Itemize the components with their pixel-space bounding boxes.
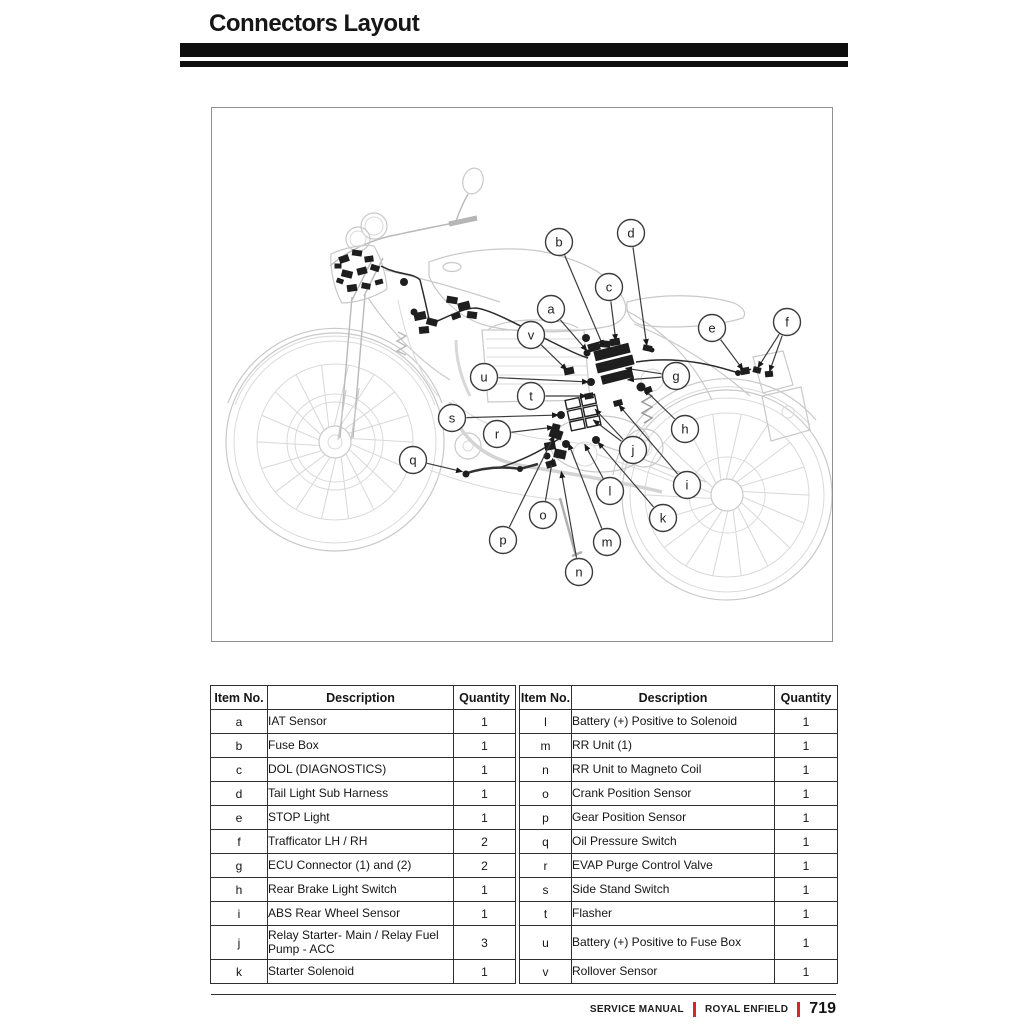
callout-letter: j — [631, 442, 635, 458]
title-underline-bar-thick — [180, 43, 848, 57]
ecu-connector-cluster — [582, 334, 655, 385]
connectors-diagram — [212, 108, 832, 641]
callout-letter: r — [494, 426, 500, 442]
footer-rule — [211, 994, 836, 995]
rear-wheel — [622, 390, 832, 600]
quantity-cell: 1 — [454, 734, 516, 758]
wheel-spokes — [645, 414, 809, 576]
description-cell: DOL (DIAGNOSTICS) — [268, 758, 454, 782]
callout-letter: c — [605, 279, 613, 295]
callout-n — [561, 471, 592, 585]
front-fender — [228, 328, 442, 403]
quantity-cell: 1 — [775, 960, 838, 984]
mirror-stem — [456, 194, 468, 221]
table-row — [520, 830, 838, 854]
callout-letter: u — [480, 369, 488, 385]
description-cell: Rollover Sensor — [572, 960, 775, 984]
callout-leader-line — [633, 247, 647, 345]
table-row — [211, 758, 516, 782]
description-cell: RR Unit to Magneto Coil — [572, 758, 775, 782]
item-no-cell: k — [211, 960, 268, 984]
description-cell: Flasher — [572, 902, 775, 926]
item-no-cell: e — [211, 806, 268, 830]
column-header-description: Description — [268, 686, 454, 710]
table-row — [211, 734, 516, 758]
callout-letter: p — [499, 532, 507, 548]
description-cell: Starter Solenoid — [268, 960, 454, 984]
item-no-cell: p — [520, 806, 572, 830]
description-cell: ABS Rear Wheel Sensor — [268, 902, 454, 926]
description-cell: STOP Light — [268, 806, 454, 830]
callout-letter: v — [527, 327, 535, 343]
description-cell: Gear Position Sensor — [572, 806, 775, 830]
column-header-item-no-: Item No. — [211, 686, 268, 710]
table-row — [520, 960, 838, 984]
column-header-item-no-: Item No. — [520, 686, 572, 710]
rear-shock-spring — [642, 392, 652, 423]
wheel-spokes — [257, 365, 413, 519]
table-row — [520, 710, 838, 734]
table-row — [211, 878, 516, 902]
quantity-cell: 1 — [775, 830, 838, 854]
quantity-cell: 1 — [775, 758, 838, 782]
callout-letter: q — [409, 452, 417, 468]
table-row — [211, 806, 516, 830]
quantity-cell: 1 — [775, 854, 838, 878]
item-no-cell: f — [211, 830, 268, 854]
description-cell: Side Stand Switch — [572, 878, 775, 902]
item-no-cell: q — [520, 830, 572, 854]
callout-leader-line — [511, 427, 553, 432]
mirror — [460, 166, 486, 196]
column-header-description: Description — [572, 686, 775, 710]
callout-leader-line — [758, 334, 779, 368]
description-cell: Trafficator LH / RH — [268, 830, 454, 854]
callout-q — [400, 447, 463, 474]
item-no-cell: s — [520, 878, 572, 902]
table-row — [211, 782, 516, 806]
description-cell: RR Unit (1) — [572, 734, 775, 758]
callout-letter: k — [659, 510, 667, 526]
description-cell: ECU Connector (1) and (2) — [268, 854, 454, 878]
callout-letter: s — [448, 410, 456, 426]
quantity-cell: 1 — [454, 902, 516, 926]
quantity-cell: 1 — [775, 806, 838, 830]
item-no-cell: j — [211, 926, 268, 960]
table-row — [211, 926, 516, 960]
description-cell: Battery (+) Positive to Solenoid — [572, 710, 775, 734]
quantity-cell: 3 — [454, 926, 516, 960]
description-cell: EVAP Purge Control Valve — [572, 854, 775, 878]
quantity-cell: 2 — [454, 830, 516, 854]
item-no-cell: a — [211, 710, 268, 734]
quantity-cell: 1 — [775, 878, 838, 902]
front-wheel — [226, 333, 444, 551]
callout-g — [625, 363, 689, 390]
footer-separator — [797, 1002, 800, 1017]
callout-letter: n — [575, 564, 583, 580]
callout-letter: h — [681, 421, 689, 437]
callout-letter: a — [547, 301, 555, 317]
description-cell: Fuse Box — [268, 734, 454, 758]
quantity-cell: 1 — [775, 902, 838, 926]
column-header-quantity: Quantity — [775, 686, 838, 710]
quantity-cell: 1 — [454, 806, 516, 830]
rear-connector-cluster — [735, 366, 773, 377]
description-cell: Tail Light Sub Harness — [268, 782, 454, 806]
callout-letter: m — [601, 534, 613, 550]
callout-letter: d — [627, 225, 635, 241]
mid-connector-cluster — [411, 296, 478, 334]
item-no-cell: d — [211, 782, 268, 806]
callout-letter: e — [708, 320, 716, 336]
item-no-cell: i — [211, 902, 268, 926]
quantity-cell: 1 — [454, 782, 516, 806]
connector-table-right — [519, 685, 838, 984]
title-underline-bar-thin — [180, 61, 848, 67]
table-row — [520, 758, 838, 782]
callout-letter: i — [685, 477, 689, 493]
item-no-cell: u — [520, 926, 572, 960]
description-cell: Rear Brake Light Switch — [268, 878, 454, 902]
callout-letter: t — [529, 388, 533, 404]
quantity-cell: 1 — [454, 758, 516, 782]
quantity-cell: 1 — [454, 960, 516, 984]
footer-doc-label: SERVICE MANUAL — [589, 1003, 684, 1015]
item-no-cell: t — [520, 902, 572, 926]
item-no-cell: m — [520, 734, 572, 758]
table-row — [520, 878, 838, 902]
tank-cap — [443, 263, 461, 272]
connector-table-left — [210, 685, 516, 984]
table-row — [520, 734, 838, 758]
callout-letter: g — [672, 368, 680, 384]
quantity-cell: 1 — [454, 710, 516, 734]
callout-leader-line — [721, 340, 743, 370]
page-number: 719 — [809, 1000, 836, 1017]
description-cell: Relay Starter- Main / Relay Fuel Pump - ACC — [268, 926, 454, 960]
callout-leader-line — [585, 444, 603, 478]
table-row — [211, 830, 516, 854]
table-row — [211, 710, 516, 734]
item-no-cell: l — [520, 710, 572, 734]
description-cell: Crank Position Sensor — [572, 782, 775, 806]
callout-letter: b — [555, 234, 563, 250]
description-cell: Oil Pressure Switch — [572, 830, 775, 854]
seat — [627, 296, 745, 327]
quantity-cell: 1 — [454, 878, 516, 902]
quantity-cell: 1 — [775, 782, 838, 806]
callout-letter: o — [539, 507, 547, 523]
exhaust-header — [456, 340, 470, 396]
quantity-cell: 1 — [775, 926, 838, 960]
callout-letter: f — [785, 314, 789, 330]
callout-letter: l — [608, 483, 612, 499]
footer — [590, 999, 836, 1019]
item-no-cell: b — [211, 734, 268, 758]
callout-leader-line — [498, 378, 588, 382]
headlamp-connector-cluster — [335, 249, 409, 292]
footer-brand: ROYAL ENFIELD — [704, 1003, 789, 1015]
table-row — [520, 926, 838, 960]
table-row — [211, 902, 516, 926]
quantity-cell: 1 — [775, 734, 838, 758]
callout-f — [758, 309, 801, 372]
description-cell: Battery (+) Positive to Fuse Box — [572, 926, 775, 960]
callout-c — [596, 274, 623, 341]
hand-grip — [449, 218, 477, 224]
column-header-quantity: Quantity — [454, 686, 516, 710]
table-row — [520, 902, 838, 926]
connectors-diagram-frame — [211, 107, 833, 642]
callout-l — [585, 444, 624, 504]
table-row — [520, 806, 838, 830]
callout-leader-line — [466, 415, 558, 418]
item-no-cell: h — [211, 878, 268, 902]
item-no-cell: n — [520, 758, 572, 782]
callout-leader-line — [627, 377, 661, 380]
table-row — [211, 960, 516, 984]
page-title: Connectors Layout — [209, 10, 420, 37]
callout-a — [538, 296, 588, 351]
item-no-cell: g — [211, 854, 268, 878]
item-no-cell: o — [520, 782, 572, 806]
relay-grid — [565, 394, 601, 431]
quantity-cell: 2 — [454, 854, 516, 878]
item-no-cell: r — [520, 854, 572, 878]
table-row — [520, 854, 838, 878]
connector-tables — [210, 685, 836, 984]
item-no-cell: c — [211, 758, 268, 782]
footer-separator — [693, 1002, 696, 1017]
callout-leader-line — [611, 301, 616, 340]
table-row — [211, 854, 516, 878]
quantity-cell: 1 — [775, 710, 838, 734]
description-cell: IAT Sensor — [268, 710, 454, 734]
table-row — [520, 782, 838, 806]
item-no-cell: v — [520, 960, 572, 984]
